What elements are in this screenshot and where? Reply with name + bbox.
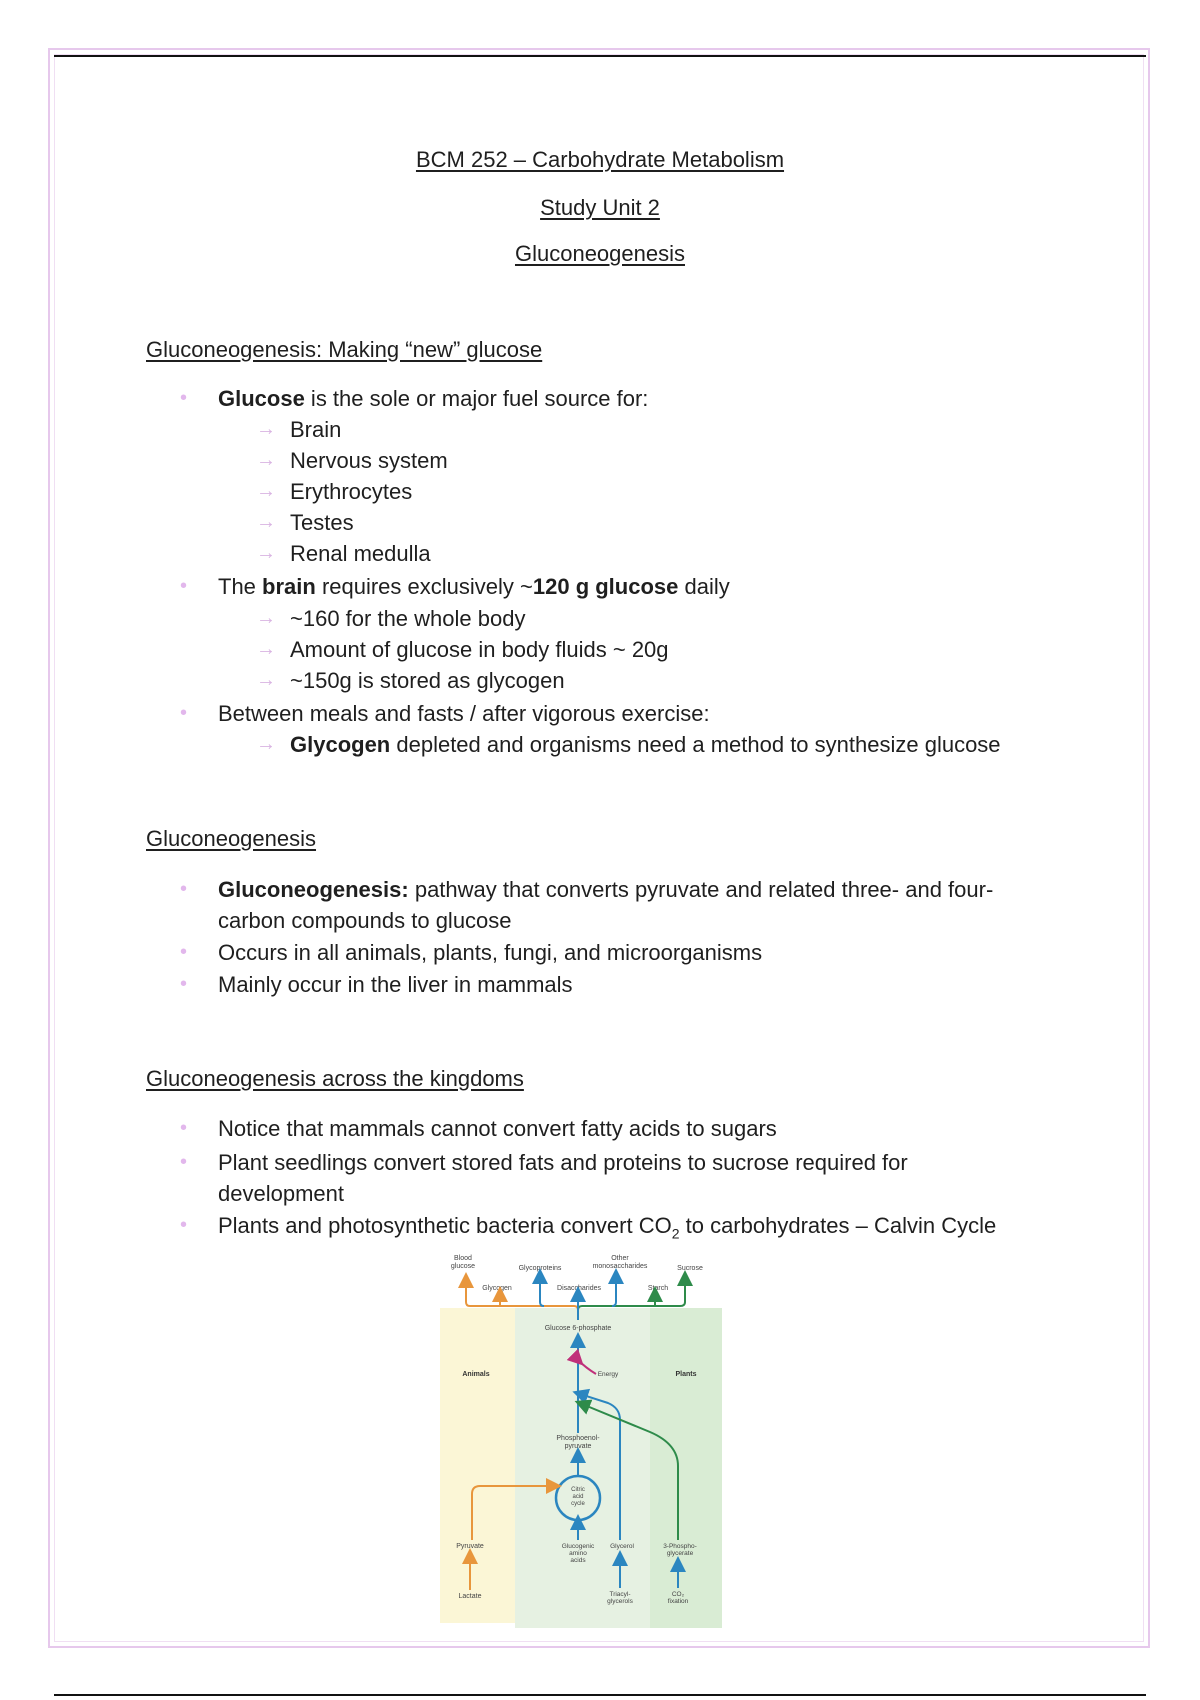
lactate-label: Lactate xyxy=(458,1593,482,1600)
plants-label: Plants xyxy=(675,1371,697,1378)
subscript: 2 xyxy=(671,1225,680,1242)
sub-item-text: Amount of glucose in body fluids ~ 20g xyxy=(290,637,669,662)
sub-item xyxy=(256,665,565,696)
arrow-icon: → xyxy=(256,542,276,564)
section2-heading: Gluconeogenesis xyxy=(146,826,317,851)
section1-bullet-3: • Between meals and fasts / after vigorous exercise: xyxy=(218,698,1058,729)
section3-bullet-1: • Notice that mammals cannot convert fatty acids to sugars xyxy=(218,1113,1058,1144)
unit-title: Study Unit 2 xyxy=(540,195,660,220)
sub-item xyxy=(256,603,526,634)
sub-item xyxy=(256,445,448,476)
glycoproteins-label: Glycoproteins xyxy=(518,1265,562,1272)
animals-panel xyxy=(440,1308,515,1623)
glycogen-label: Glycogen xyxy=(482,1285,512,1292)
bottom-rule xyxy=(54,1694,1146,1696)
sub-item xyxy=(256,729,1001,760)
glycerol-label: Glycerol xyxy=(610,1543,634,1550)
starch-label: Starch xyxy=(647,1285,669,1292)
sub-item xyxy=(256,476,413,507)
arrow-icon: → xyxy=(256,669,276,691)
sub-item xyxy=(256,538,431,569)
sub-item-text: Nervous system xyxy=(290,448,448,473)
bullet-text: Plants and photosynthetic bacteria convert CO xyxy=(218,1213,672,1238)
bold-text: Glycogen xyxy=(290,732,391,757)
bullet-text: is the sole or major fuel source for: xyxy=(304,386,649,411)
sub-item-text: Testes xyxy=(290,510,354,535)
section1-bullet-1 xyxy=(218,383,1058,414)
3pg-label: 3-Phospho-glycerate xyxy=(663,1543,697,1557)
sub-item-text: ~150g is stored as glycogen xyxy=(290,668,565,693)
section1-bullet-2 xyxy=(218,571,1058,602)
section2-bullet-3: • Mainly occur in the liver in mammals xyxy=(218,969,1058,1000)
arrow-icon: → xyxy=(256,607,276,629)
sub-item xyxy=(256,507,354,538)
arrow-icon: → xyxy=(256,480,276,502)
sub-item xyxy=(256,634,669,665)
bullet-text: requires exclusively ~ xyxy=(315,574,533,599)
top-rule xyxy=(54,55,1146,57)
bold-text: Gluconeogenesis: xyxy=(218,877,409,902)
course-title: BCM 252 – Carbohydrate Metabolism xyxy=(415,147,785,172)
sub-item xyxy=(256,414,342,445)
pyruvate-label: Pyruvate xyxy=(456,1543,484,1550)
to-glycoproteins-arrow xyxy=(540,1276,544,1306)
other-mono-label: Other monosaccharides xyxy=(592,1255,648,1270)
bold-text: 120 g glucose xyxy=(532,574,679,599)
energy-label: Energy xyxy=(597,1371,619,1378)
blood-glucose-label: Blood glucose xyxy=(450,1255,476,1270)
g6p-label: Glucose 6-phosphate xyxy=(544,1325,612,1332)
glucogenic-label: Glucogenic amino acids xyxy=(561,1543,595,1564)
arrow-icon: → xyxy=(256,511,276,533)
shared-panel xyxy=(515,1308,650,1628)
co2-fixation-label: CO₂ fixation xyxy=(667,1591,689,1605)
bold-text: Glucose xyxy=(218,386,305,411)
section3-bullet-3 xyxy=(218,1210,1058,1249)
section2-bullet-2: • Occurs in all animals, plants, fungi, and microorganisms xyxy=(218,937,1058,968)
pep-label: Phosphoenol-pyruvate xyxy=(556,1435,600,1450)
sub-item-text: Renal medulla xyxy=(290,541,431,566)
arrow-icon: → xyxy=(256,418,276,440)
triacyl-label: Triacyl-glycerols xyxy=(607,1591,633,1605)
section1-heading: Gluconeogenesis: Making “new” glucose xyxy=(146,337,543,362)
animals-label: Animals xyxy=(462,1371,490,1378)
section3-heading: Gluconeogenesis across the kingdoms xyxy=(146,1066,524,1091)
to-other-mono-arrow xyxy=(612,1276,616,1306)
sub-item-text: ~160 for the whole body xyxy=(290,606,526,631)
bullet-text: pathway that converts pyruvate and related three- and four-carbon compounds to glucose xyxy=(218,877,994,933)
arrow-icon: → xyxy=(256,733,276,755)
arrow-icon: → xyxy=(256,449,276,471)
sub-item-text: Erythrocytes xyxy=(290,479,413,504)
bullet-text: to carbohydrates – Calvin Cycle xyxy=(679,1213,997,1238)
disaccharides-label: Disaccharides xyxy=(557,1285,601,1292)
tca-label: Citric acid cycle xyxy=(571,1487,585,1507)
bullet-text: daily xyxy=(678,574,730,599)
to-sucrose-arrow xyxy=(578,1278,685,1310)
bullet-text: The xyxy=(218,574,263,599)
section2-bullet-1 xyxy=(218,874,1038,936)
sub-item-text: depleted and organisms need a method to synthesize glucose xyxy=(390,732,1001,757)
gluconeogenesis-figure xyxy=(440,1248,730,1628)
bold-text: brain xyxy=(262,574,316,599)
pathway-diagram xyxy=(440,1248,730,1628)
topic-title: Gluconeogenesis xyxy=(514,241,685,266)
sub-item-text: Brain xyxy=(290,417,342,442)
section3-bullet-2: • Plant seedlings convert stored fats and proteins to sucrose required for development xyxy=(218,1147,978,1209)
arrow-icon: → xyxy=(256,638,276,660)
sucrose-label: Sucrose xyxy=(677,1265,703,1272)
plants-panel xyxy=(650,1308,722,1628)
